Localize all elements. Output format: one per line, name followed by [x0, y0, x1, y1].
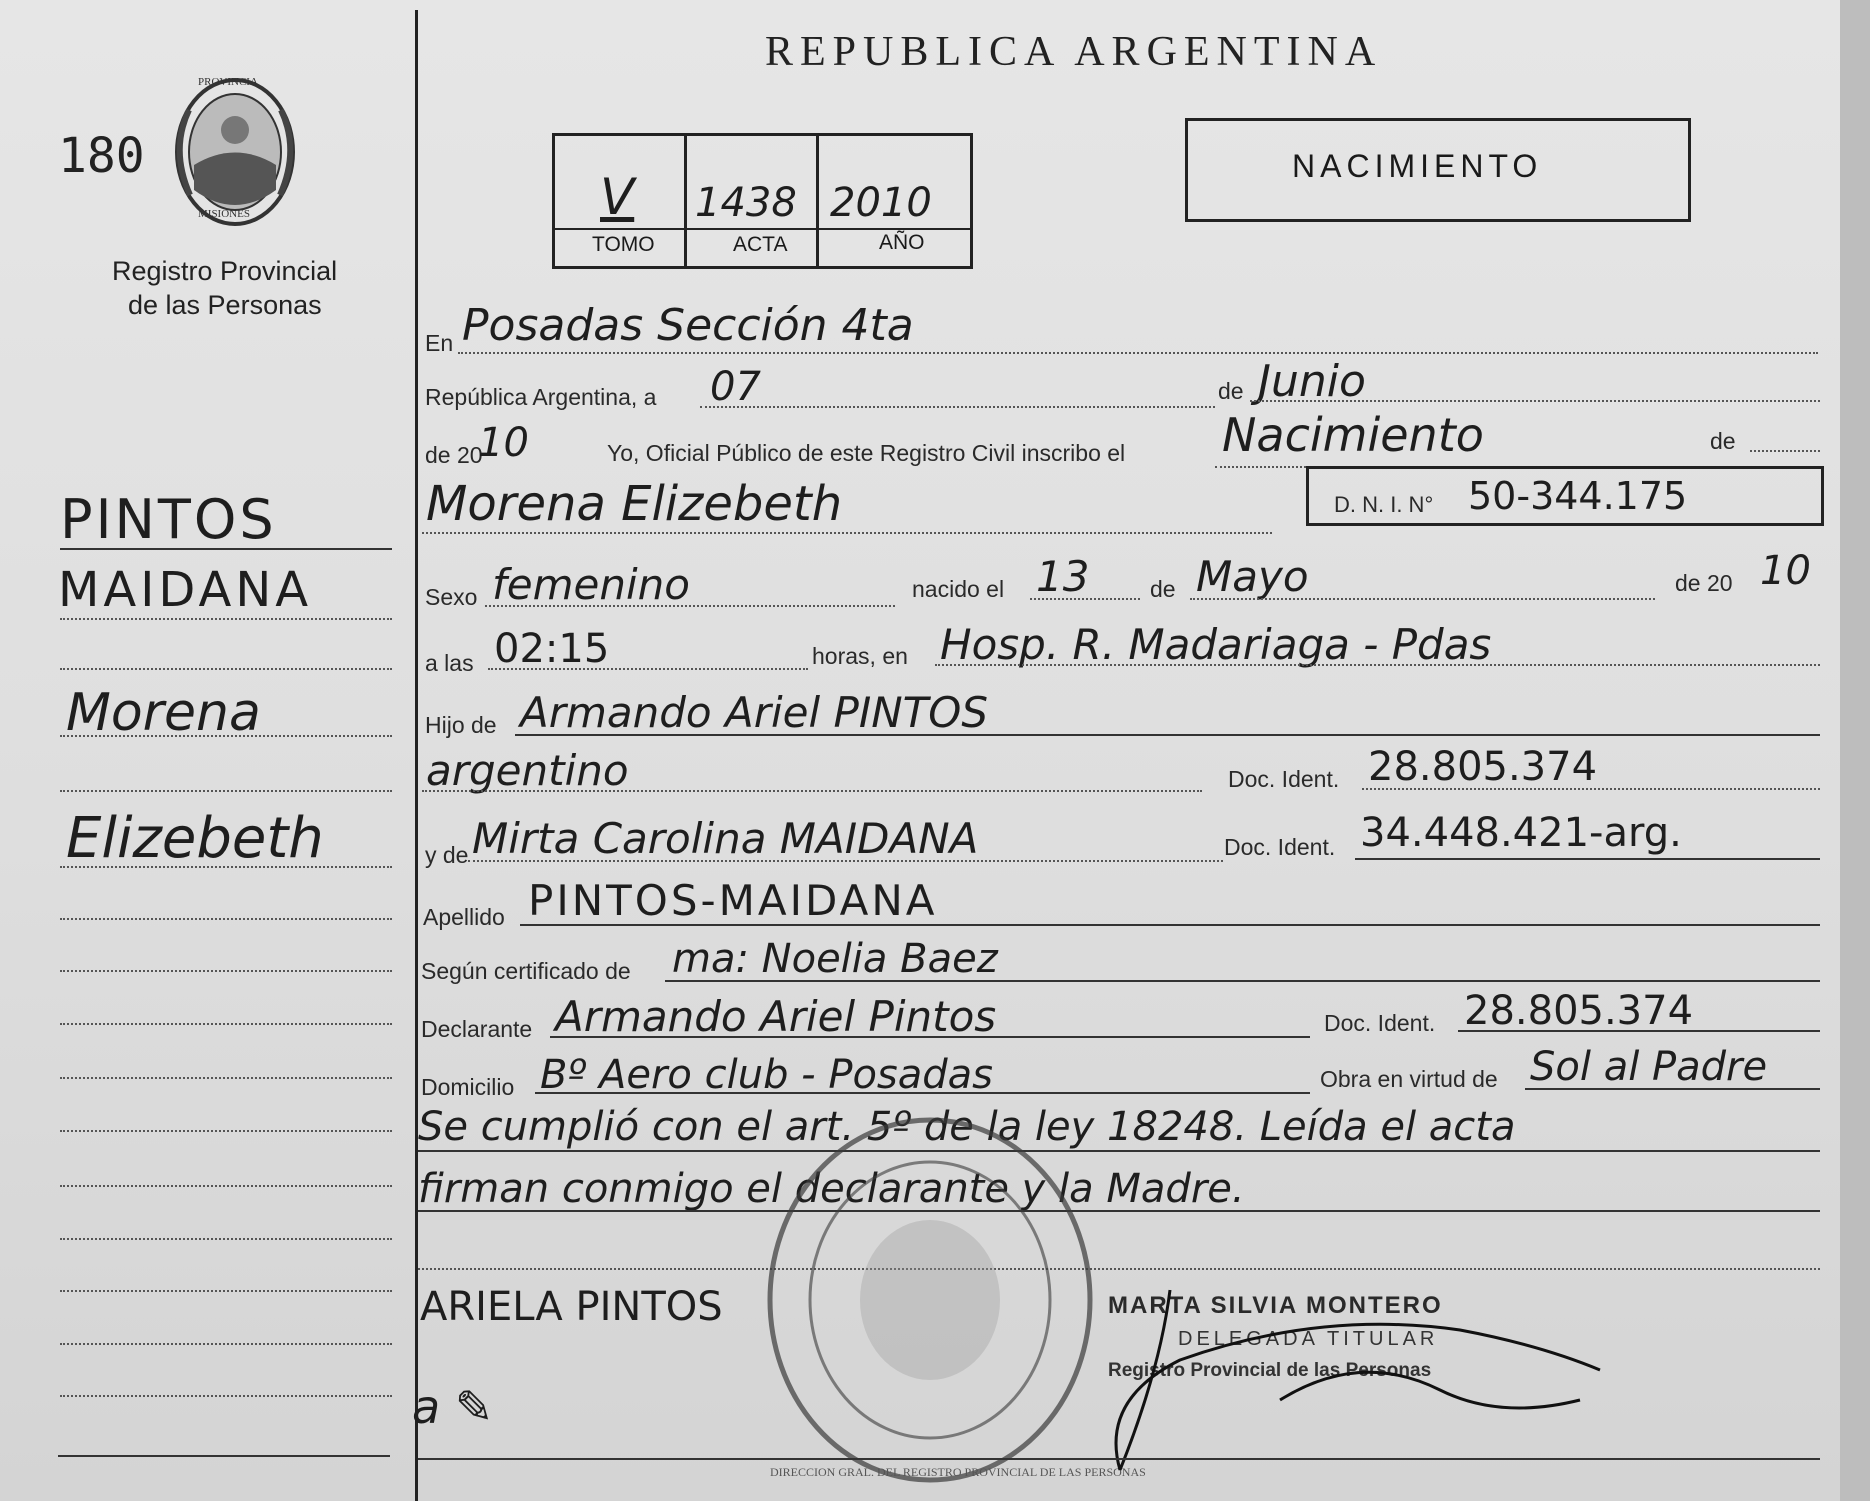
acta-value: 1438 [695, 180, 797, 226]
declarante-label: Declarante [421, 1016, 533, 1042]
de20-label: de 20 [1675, 570, 1733, 596]
doc-label-father: Doc. Ident. [1228, 766, 1340, 792]
official-signature-icon [1060, 1250, 1660, 1490]
declarante-doc-value: 28.805.374 [1464, 988, 1694, 1034]
margin-rule [415, 10, 418, 1501]
father-doc-value: 28.805.374 [1368, 744, 1598, 790]
event-value: Nacimiento [1222, 408, 1484, 462]
registry-number: 180 [58, 128, 145, 184]
obra-label: Obra en virtud de [1320, 1066, 1498, 1092]
seal-top-text: PROVINCIA [198, 76, 258, 88]
a-las-label: a las [425, 650, 474, 676]
mother-signature-mark: a ✎ [412, 1380, 494, 1434]
official-name: MARTA SILVIA MONTERO [1108, 1292, 1443, 1319]
father-value: Armando Ariel PINTOS [520, 688, 989, 737]
birth-year-suffix-value: 10 [1760, 548, 1811, 594]
margin-given-1: Morena [66, 683, 261, 743]
record-type-label: NACIMIENTO [1292, 148, 1543, 184]
year-prefix-label: de 20 [425, 442, 483, 468]
de-label-2: de [1710, 428, 1736, 454]
registry-office-line2: de las Personas [128, 290, 322, 320]
segun-label: Según certificado de [421, 958, 631, 984]
seal-bottom-text: MISIONES [198, 208, 250, 220]
name-value: Morena Elizebeth [426, 476, 843, 532]
sexo-label: Sexo [425, 584, 478, 610]
tomo-value: V [600, 168, 635, 226]
day-value: 07 [710, 364, 761, 410]
certificado-value: ma: Noelia Baez [672, 936, 998, 982]
apellido-value: PINTOS-MAIDANA [528, 876, 938, 925]
obra-value: Sol al Padre [1530, 1044, 1768, 1090]
country-heading: REPUBLICA ARGENTINA [765, 29, 1383, 75]
father-nationality-value: argentino [426, 746, 629, 795]
stamp-text: DIRECCION GRAL. DEL REGISTRO PROVINCIAL DE LAS PERSONAS [770, 1465, 1146, 1479]
time-value: 02:15 [494, 626, 610, 672]
domicilio-value: Bº Aero club - Posadas [540, 1052, 994, 1098]
dni-label: D. N. I. N° [1334, 492, 1434, 517]
tomo-label: TOMO [592, 233, 655, 256]
provincial-seal-icon [160, 70, 310, 230]
republica-label: República Argentina, a [425, 384, 657, 410]
declarante-value: Armando Ariel Pintos [555, 992, 997, 1041]
page-edge [1840, 0, 1870, 1501]
nacido-label: nacido el [912, 576, 1005, 602]
birth-month-value: Mayo [1196, 552, 1309, 601]
dni-value: 50-344.175 [1468, 474, 1688, 518]
official-title: DELEGADA TITULAR [1178, 1328, 1439, 1350]
apellido-label: Apellido [423, 904, 505, 930]
anio-value: 2010 [830, 180, 932, 226]
year-suffix-value: 10 [478, 420, 529, 466]
doc-label-mother: Doc. Ident. [1224, 834, 1336, 860]
mother-value: Mirta Carolina MAIDANA [472, 814, 979, 863]
horas-label: horas, en [812, 643, 908, 669]
acta-label: ACTA [733, 233, 788, 256]
margin-given-2: Elizebeth [66, 806, 324, 871]
doc-label-declarante: Doc. Ident. [1324, 1010, 1436, 1036]
anio-label: AÑO [879, 231, 925, 254]
de-label: de [1218, 378, 1244, 404]
month-value: Junio [1258, 356, 1366, 407]
sexo-value: femenino [492, 560, 690, 609]
de-label-3: de [1150, 576, 1176, 602]
declarante-signature: ARIELA PINTOS [420, 1284, 723, 1330]
margin-surname-1: PINTOS [60, 488, 277, 551]
en-label: En [425, 330, 454, 356]
domicilio-label: Domicilio [421, 1074, 515, 1100]
registry-round-stamp-icon [760, 1110, 1100, 1490]
birth-place-value: Hosp. R. Madariaga - Pdas [940, 620, 1492, 669]
notes-line-2: firman conmigo el declarante y la Madre. [418, 1166, 1245, 1212]
margin-surname-2: MAIDANA [58, 562, 313, 618]
registry-office-line1: Registro Provincial [112, 256, 338, 286]
yo-label: Yo, Oficial Público de este Registro Civil inscribo el [607, 440, 1126, 466]
hijo-label: Hijo de [425, 712, 497, 738]
place-value: Posadas Sección 4ta [462, 300, 914, 351]
official-office: Registro Provincial de las Personas [1108, 1360, 1432, 1381]
birth-day-value: 13 [1036, 552, 1090, 601]
notes-line-1: Se cumplió con el art. 5º de la ley 18248. Leída el acta [418, 1104, 1516, 1150]
y-de-label: y de [425, 842, 469, 868]
mother-doc-value: 34.448.421-arg. [1360, 810, 1682, 856]
